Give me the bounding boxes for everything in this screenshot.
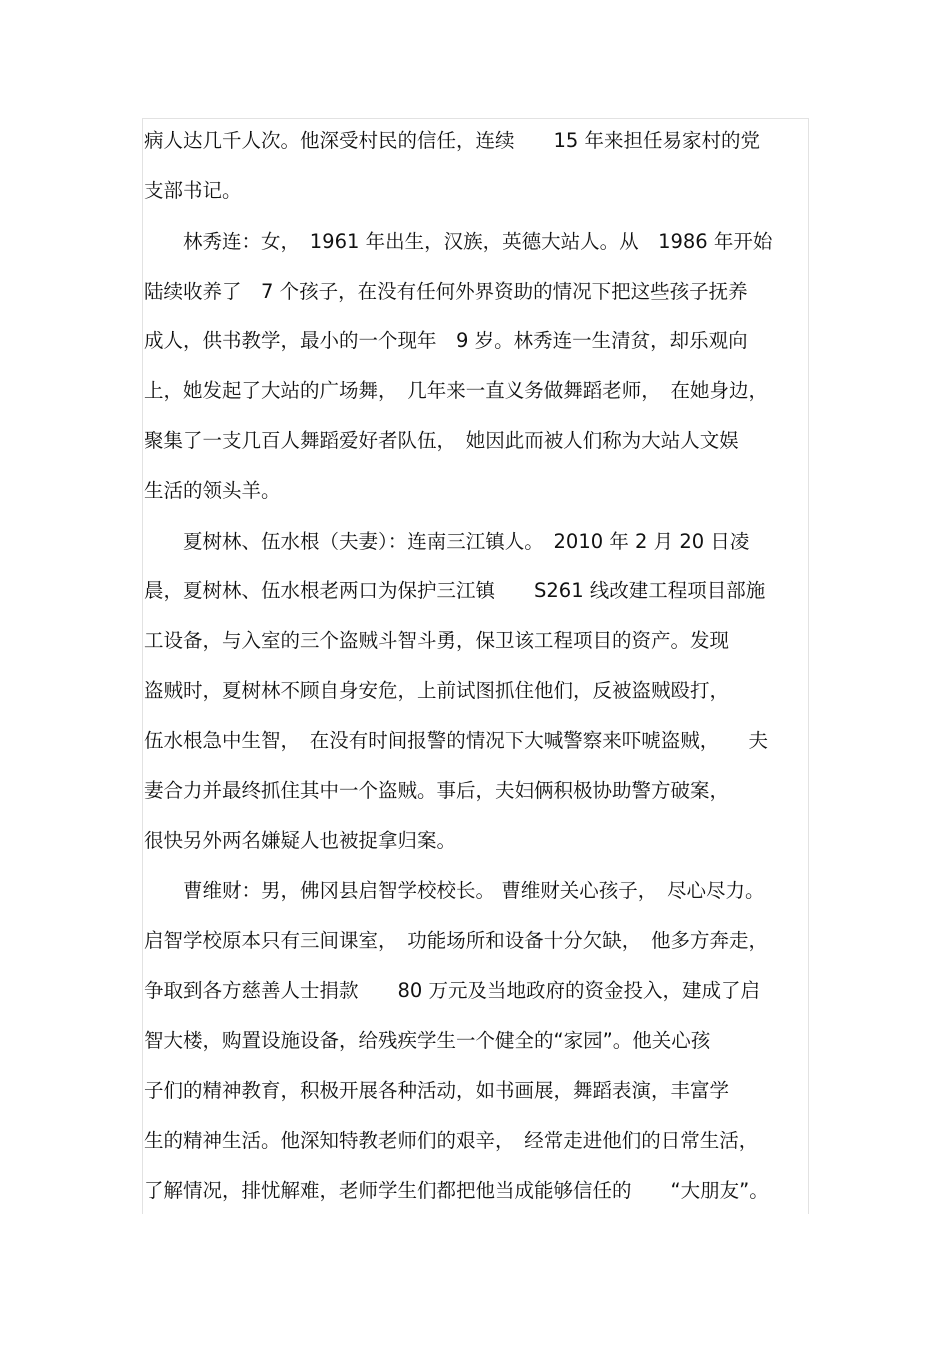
- text-line: 伍水根急中生智， 在没有时间报警的情况下大喊警察来吓唬盗贼， 夫: [144, 729, 769, 752]
- text-line: 智大楼，购置设施设备，给残疾学生一个健全的“家园”。他关心孩: [144, 1029, 711, 1052]
- text-line: 子们的精神教育，积极开展各种活动，如书画展，舞蹈表演，丰富学: [144, 1079, 730, 1102]
- text-line: 很快另外两名嫌疑人也被捉拿归案。: [144, 829, 457, 852]
- text-line: 妻合力并最终抓住其中一个盗贼。事后，夫妇俩积极协助警方破案，: [144, 779, 730, 802]
- text-line: 争取到各方慈善人士捐款 80 万元及当地政府的资金投入，建成了启: [144, 979, 761, 1002]
- text-line: 病人达几千人次。他深受村民的信任，连续 15 年来担任易家村的党: [144, 129, 761, 152]
- text-line: 了解情况，排忧解难，老师学生们都把他当成能够信任的 “大朋友”。: [144, 1179, 769, 1202]
- text-line: 上，她发起了大站的广场舞， 几年来一直义务做舞蹈老师， 在她身边，: [144, 379, 769, 402]
- text-line: 生活的领头羊。: [144, 479, 281, 502]
- text-line: 工设备，与入室的三个盗贼斗智斗勇，保卫该工程项目的资产。发现: [144, 629, 730, 652]
- text-line: 曹维财：男，佛冈县启智学校校长。 曹维财关心孩子， 尽心尽力。: [144, 879, 765, 902]
- text-line: 夏树林、伍水根（夫妻）：连南三江镇人。 2010 年 2 月 20 日凌: [144, 530, 750, 553]
- text-line: 林秀连：女， 1961 年出生，汉族，英德大站人。从 1986 年开始: [144, 230, 773, 253]
- text-line: 成人，供书教学，最小的一个现年 9 岁。林秀连一生清贫，却乐观向: [144, 329, 748, 352]
- text-line: 盗贼时，夏树林不顾自身安危，上前试图抓住他们，反被盗贼殴打，: [144, 679, 730, 702]
- text-line: 支部书记。: [144, 179, 242, 202]
- text-line: 陆续收养了 7 个孩子，在没有任何外界资助的情况下把这些孩子抚养: [144, 280, 748, 303]
- text-line: 生的精神生活。他深知特教老师们的艰辛， 经常走进他们的日常生活，: [144, 1129, 759, 1152]
- text-line: 晨，夏树林、伍水根老两口为保护三江镇 S261 线改建工程项目部施: [144, 579, 766, 602]
- text-line: 聚集了一支几百人舞蹈爱好者队伍， 她因此而被人们称为大站人文娱: [144, 429, 739, 452]
- text-line: 启智学校原本只有三间课室， 功能场所和设备十分欠缺， 他多方奔走，: [144, 929, 769, 952]
